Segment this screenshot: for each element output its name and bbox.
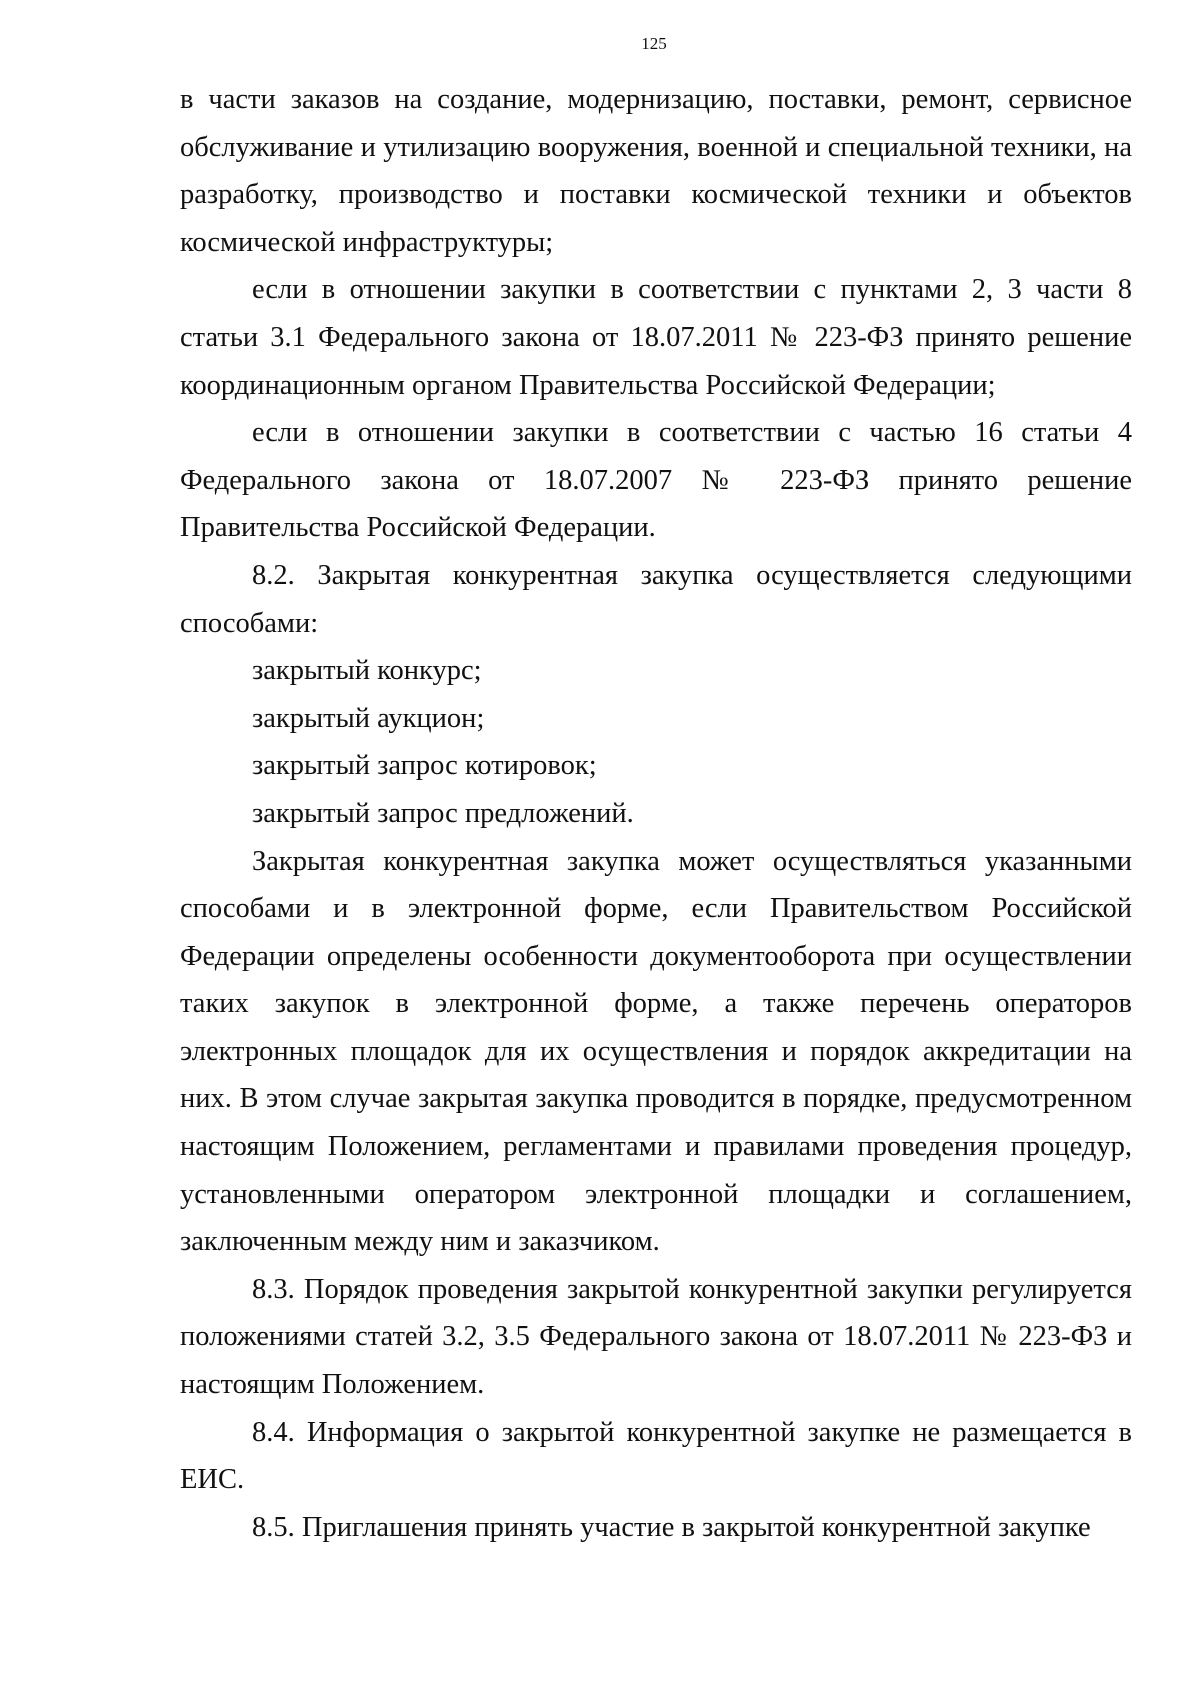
paragraph-electronic-form: Закрытая конкурентная закупка может осуществляться указанными способами и в электронной форме, если Правительством Российской Федерации определены особенности документооборота при осуществлении таких закупок в электронной форме, а также перечень операторов электронных площадок для их осуществления и порядок аккредитации на них. В этом случае закрытая закупка проводится в порядке, предусмотренном настоящим Положением, регламентами и правилами проведения процедур, установленными оператором электронной площадки и соглашением, заключенным между ним и заказчиком. [180, 845, 1132, 1258]
list-item: закрытый аукцион; [252, 702, 485, 734]
document-body [180, 76, 1132, 1551]
methods-list [180, 647, 1132, 837]
paragraph-8-4: 8.4. Информация о закрытой конкурентной закупке не размещается в ЕИС. [180, 1416, 1132, 1496]
paragraph-continuation: в части заказов на создание, модернизацию, поставки, ремонт, сервисное обслуживание и утилизацию вооружения, военной и специальной техники, на разработку, производство и поставки космической техники и объектов космической инфраструктуры; [180, 84, 1132, 258]
paragraph-government-decision: если в отношении закупки в соответствии с частью 16 статьи 4 Федерального закона от 18.07.2007 № 223-ФЗ принято решение Правительства Российской Федерации. [180, 417, 1132, 544]
paragraph-8-5: 8.5. Приглашения принять участие в закрытой конкурентной закупке [252, 1511, 1091, 1543]
list-item: закрытый конкурс; [252, 655, 482, 687]
paragraph-8-3: 8.3. Порядок проведения закрытой конкурентной закупки регулируется положениями статей 3.2, 3.5 Федерального закона от 18.07.2011 № 223-ФЗ и настоящим Положением. [180, 1273, 1132, 1401]
paragraph-8-2: 8.2. Закрытая конкурентная закупка осуществляется следующими способами: [180, 559, 1132, 639]
paragraph-coordination: если в отношении закупки в соответствии с пунктами 2, 3 части 8 статьи 3.1 Федерального закона от 18.07.2011 № 223-ФЗ принято решение координационным органом Правительства Российской Федерации; [180, 274, 1132, 401]
list-item: закрытый запрос предложений. [252, 797, 634, 829]
list-item: закрытый запрос котировок; [252, 750, 597, 782]
page-number: 125 [641, 34, 667, 53]
